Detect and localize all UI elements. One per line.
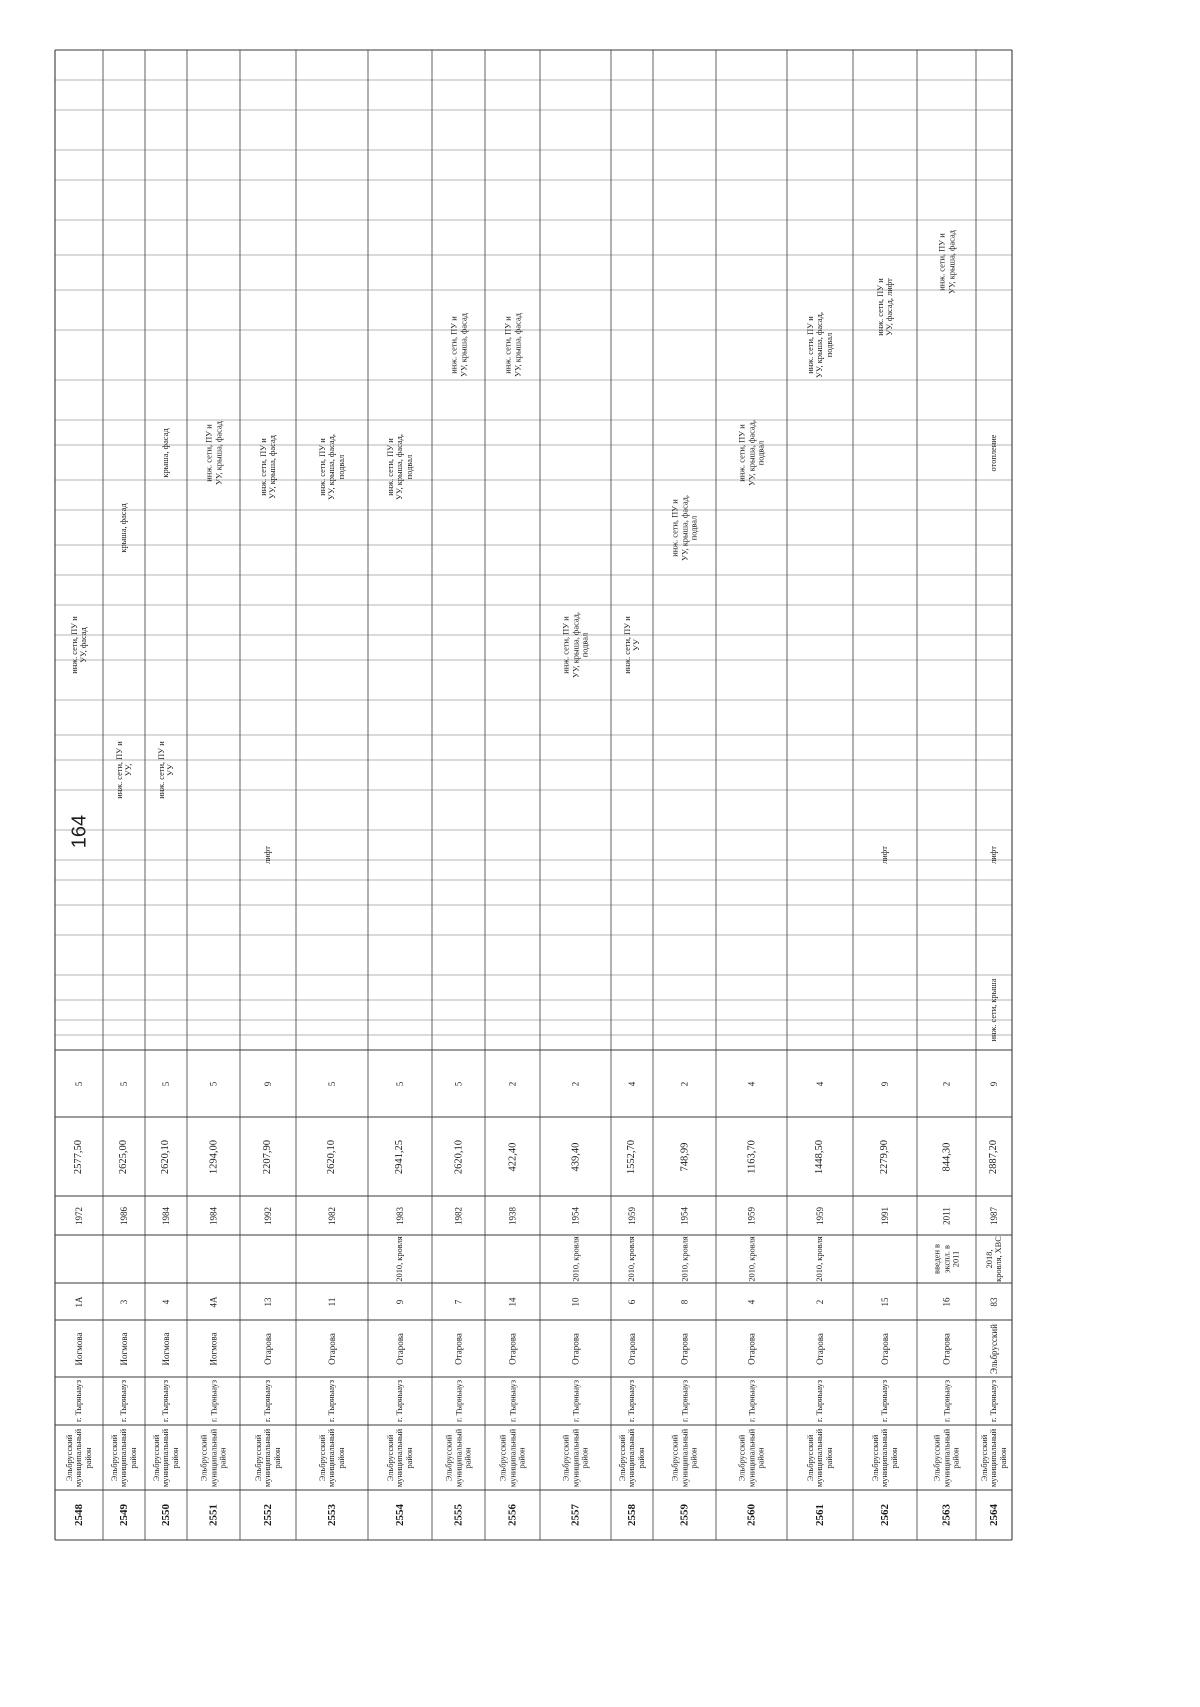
street-cell: Отарова [570,1332,581,1365]
town-cell: г. Тырныауз [570,1379,580,1423]
row-index: 2561 [813,1504,826,1526]
floors-cell: 4 [746,1081,757,1086]
note-cell: 2010, кровля [627,1236,637,1282]
town-cell: г. Тырныауз [746,1379,756,1423]
house-cell: 15 [879,1297,890,1306]
floors-cell: 9 [879,1081,890,1086]
town-cell: г. Тырныауз [453,1379,463,1423]
area-cell: 748,99 [678,1142,690,1171]
area-cell: 2887,20 [988,1139,1000,1174]
house-cell: 3 [118,1299,129,1304]
work-cell: крыша, фасад [119,503,129,553]
year-cell: 1954 [679,1206,690,1225]
district-cell: Эльбрусский муниципальный район [561,1428,590,1487]
work-cell: инж. сети, ПУ и УУ, крыша, фасад, подвал [805,312,834,378]
town-cell: г. Тырныауз [880,1379,890,1423]
area-cell: 2620,10 [452,1139,464,1174]
row-index: 2563 [940,1504,953,1526]
floors-cell: 2 [507,1081,518,1086]
work-cell: инж. сети, ПУ и УУ, фасад [69,616,88,674]
page-number: 164 [68,814,91,849]
district-cell: Эльбрусский муниципальный район [151,1428,180,1487]
town-cell: г. Тырныауз [507,1379,517,1423]
work-cell: инж. сети, ПУ и УУ, крыша, фасад, подвал [737,420,766,486]
work-cell: инж. сети, ПУ и УУ, [114,741,133,799]
note-cell: 2010, кровля [746,1236,756,1282]
house-cell: 1А [73,1296,84,1307]
town-cell: г. Тырныауз [395,1379,405,1423]
note-cell: 2010, кровля [395,1236,405,1282]
row-index: 2560 [745,1504,758,1526]
district-cell: Эльбрусский муниципальный район [109,1428,138,1487]
work-cell: инж. сети, крыша [989,978,999,1042]
floors-cell: 5 [73,1081,84,1086]
floors-cell: 5 [208,1081,219,1086]
house-cell: 2 [814,1299,825,1304]
row-index: 2552 [261,1504,274,1526]
floors-cell: 2 [570,1081,581,1086]
floors-cell: 4 [626,1081,637,1086]
year-cell: 1986 [118,1206,129,1225]
work-cell: инж. сети, ПУ и УУ, крыша, фасад, подвал [561,612,590,678]
year-cell: 1983 [394,1206,405,1225]
work-cell: лифт [263,846,273,864]
house-cell: 13 [262,1297,273,1306]
work-cell: инж. сети, ПУ и УУ, крыша, фасад, подвал [317,434,346,500]
row-index: 2557 [569,1504,582,1526]
row-index: 2564 [987,1504,1000,1526]
house-cell: 14 [507,1297,518,1306]
area-cell: 439,40 [569,1142,581,1171]
work-cell: инж. сети, ПУ и УУ, крыша, фасад [503,313,522,377]
district-cell: Эльбрусский муниципальный район [64,1428,93,1487]
street-cell: Отарова [394,1332,405,1365]
row-index: 2550 [159,1504,172,1526]
district-cell: Эльбрусский муниципальный район [385,1428,414,1487]
row-index: 2559 [678,1504,691,1526]
house-cell: 83 [988,1297,999,1306]
year-cell: 1982 [326,1206,337,1225]
note-cell: 2010, кровля [815,1236,825,1282]
year-cell: 1938 [507,1206,518,1225]
district-cell: Эльбрусский муниципальный район [737,1428,766,1487]
row-index: 2549 [117,1504,130,1526]
district-cell: Эльбрусский муниципальный район [670,1428,699,1487]
street-cell: Эльбрусский [988,1323,999,1374]
area-cell: 2279,90 [879,1139,891,1174]
work-cell: инж. сети, ПУ и УУ [622,616,641,674]
year-cell: 1982 [453,1206,464,1225]
note-cell: 2018, кровля, ХВС [984,1236,1003,1282]
floors-cell: 5 [394,1081,405,1086]
floors-cell: 2 [679,1081,690,1086]
house-cell: 8 [679,1299,690,1304]
area-cell: 1552,70 [626,1139,638,1174]
town-cell: г. Тырныауз [161,1379,171,1423]
year-cell: 1987 [988,1206,999,1225]
street-cell: Отарова [507,1332,518,1365]
district-cell: Эльбрусский муниципальный район [805,1428,834,1487]
house-cell: 11 [326,1297,337,1306]
house-cell: 9 [394,1299,405,1304]
year-cell: 2011 [941,1206,952,1225]
district-cell: Эльбрусский муниципальный район [932,1428,961,1487]
street-cell: Иогмова [73,1332,84,1365]
town-cell: г. Тырныауз [263,1379,273,1423]
work-cell: инж. сети, ПУ и УУ, крыша, фасад [204,421,223,485]
row-index: 2558 [625,1504,638,1526]
district-cell: Эльбрусский муниципальный район [199,1428,228,1487]
floors-cell: 9 [988,1081,999,1086]
note-cell: 2010, кровля [679,1236,689,1282]
street-cell: Отарова [679,1332,690,1365]
year-cell: 1984 [208,1206,219,1225]
town-cell: г. Тырныауз [74,1379,84,1423]
work-cell: инж. сети, ПУ и УУ, крыша, фасад [258,435,277,499]
year-cell: 1992 [262,1206,273,1225]
district-cell: Эльбрусский муниципальный район [617,1428,646,1487]
town-cell: г. Тырныауз [989,1379,999,1423]
floors-cell: 4 [814,1081,825,1086]
house-cell: 10 [570,1297,581,1306]
district-cell: Эльбрусский муниципальный район [317,1428,346,1487]
town-cell: г. Тырныауз [327,1379,337,1423]
year-cell: 1959 [746,1206,757,1225]
work-cell: инж. сети, ПУ и УУ, крыша, фасад [937,230,956,294]
town-cell: г. Тырныауз [627,1379,637,1423]
floors-cell: 5 [118,1081,129,1086]
street-cell: Отарова [326,1332,337,1365]
house-cell: 6 [626,1299,637,1304]
work-cell: инж. сети, ПУ и УУ, фасад, лифт [875,278,894,336]
floors-cell: 2 [941,1081,952,1086]
work-cell: инж. сети, ПУ и УУ [156,741,175,799]
district-cell: Эльбрусский муниципальный район [253,1428,282,1487]
street-cell: Иогмова [160,1332,171,1365]
year-cell: 1991 [879,1206,890,1225]
street-cell: Иогмова [118,1332,129,1365]
district-cell: Эльбрусский муниципальный район [979,1428,1008,1487]
area-cell: 1294,00 [207,1139,219,1174]
street-cell: Отарова [746,1332,757,1365]
area-cell: 422,40 [506,1142,518,1171]
floors-cell: 5 [160,1081,171,1086]
town-cell: г. Тырныауз [208,1379,218,1423]
house-cell: 16 [941,1297,952,1306]
house-cell: 4 [746,1299,757,1304]
row-index: 2555 [452,1504,465,1526]
row-index: 2562 [878,1504,891,1526]
row-index: 2548 [72,1504,85,1526]
town-cell: г. Тырныауз [679,1379,689,1423]
year-cell: 1984 [160,1206,171,1225]
work-cell: инж. сети, ПУ и УУ, крыша, фасад, подвал [670,495,699,561]
district-cell: Эльбрусский муниципальный район [444,1428,473,1487]
area-cell: 844,30 [940,1142,952,1171]
house-cell: 4 [160,1299,171,1304]
district-cell: Эльбрусский муниципальный район [870,1428,899,1487]
house-cell: 7 [453,1299,464,1304]
work-cell: инж. сети, ПУ и УУ, крыша, фасад, подвал [385,434,414,500]
note-cell: 2010, кровля [570,1236,580,1282]
row-index: 2551 [207,1504,220,1526]
floors-cell: 9 [262,1081,273,1086]
street-cell: Отарова [453,1332,464,1365]
area-cell: 2577,50 [73,1139,85,1174]
floors-cell: 5 [453,1081,464,1086]
town-cell: г. Тырныауз [815,1379,825,1423]
work-cell: отопление [989,434,999,472]
area-cell: 2620,10 [160,1139,172,1174]
area-cell: 2620,10 [326,1139,338,1174]
street-cell: Отарова [626,1332,637,1365]
year-cell: 1972 [73,1206,84,1225]
area-cell: 1163,70 [745,1139,757,1174]
row-index: 2554 [393,1504,406,1526]
work-cell: лифт [880,846,890,864]
floors-cell: 5 [326,1081,337,1086]
street-cell: Иогмова [208,1332,219,1365]
street-cell: Отарова [941,1332,952,1365]
area-cell: 2207,90 [262,1139,274,1174]
note-cell: введен в экспл. в 2011 [932,1244,961,1274]
area-cell: 2625,00 [118,1139,130,1174]
town-cell: г. Тырныауз [941,1379,951,1423]
year-cell: 1959 [814,1206,825,1225]
year-cell: 1959 [626,1206,637,1225]
work-cell: лифт [989,846,999,864]
street-cell: Отарова [262,1332,273,1365]
area-cell: 1448,50 [814,1139,826,1174]
year-cell: 1954 [570,1206,581,1225]
town-cell: г. Тырныауз [119,1379,129,1423]
row-index: 2553 [325,1504,338,1526]
work-cell: инж. сети, ПУ и УУ, крыша, фасад [449,313,468,377]
area-cell: 2941,25 [394,1139,406,1174]
work-cell: крыша, фасад [161,428,171,478]
street-cell: Отарова [814,1332,825,1365]
street-cell: Отарова [879,1332,890,1365]
district-cell: Эльбрусский муниципальный район [498,1428,527,1487]
house-cell: 4А [208,1296,219,1307]
row-index: 2556 [506,1504,519,1526]
